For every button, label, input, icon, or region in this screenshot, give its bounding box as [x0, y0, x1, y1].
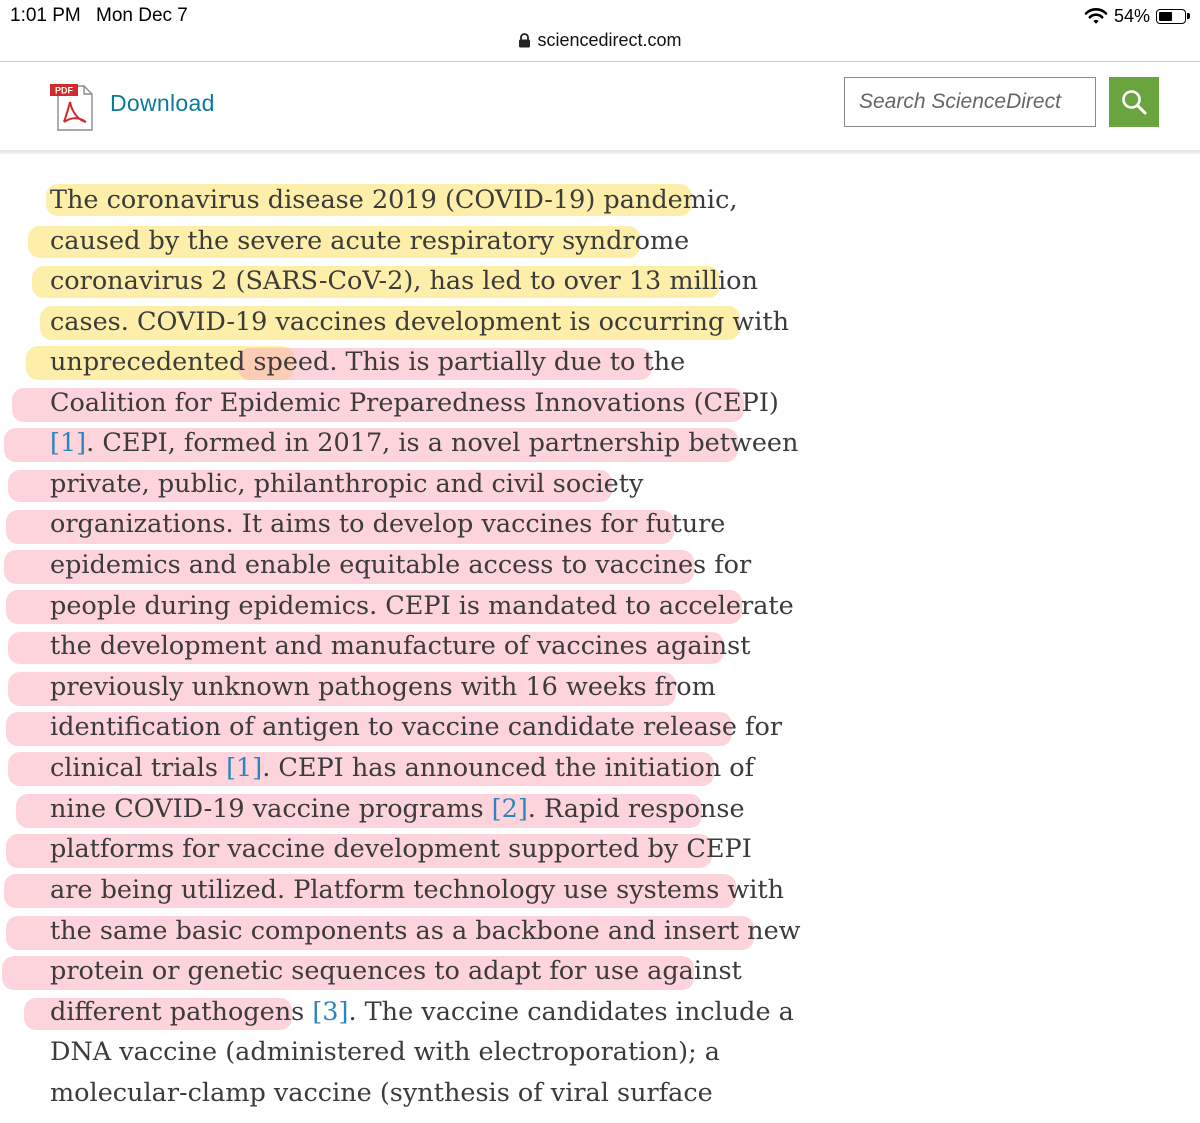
- lock-icon: [518, 33, 531, 48]
- paragraph-text: . The vaccine candidates include a: [348, 997, 794, 1027]
- status-indicators: [1084, 4, 1186, 28]
- search-button[interactable]: [1109, 77, 1159, 127]
- paragraph-line: Coalition for Epidemic Preparedness Innovations (CEPI): [50, 388, 779, 418]
- search-input[interactable]: [844, 77, 1096, 127]
- paragraph-line: [50, 792, 745, 826]
- paragraph-line: [50, 426, 798, 460]
- paragraph-line: people during epidemics. CEPI is mandated to accelerate: [50, 591, 794, 621]
- paragraph-text: different pathogens: [50, 997, 313, 1027]
- paragraph-line: molecular-clamp vaccine (synthesis of viral surface: [50, 1078, 713, 1108]
- paragraph-line: cases. COVID-19 vaccines development is occurring with: [50, 307, 790, 337]
- search-icon: [1120, 88, 1148, 116]
- article-body: [0, 154, 1200, 1123]
- paragraph-line: protein or genetic sequences to adapt for use against: [50, 956, 742, 986]
- paragraph-line: the development and manufacture of vaccines against: [50, 631, 751, 661]
- battery-icon: [1156, 9, 1186, 24]
- citation-link[interactable]: [2]: [491, 794, 528, 824]
- paragraph-line: private, public, philanthropic and civil society: [50, 469, 644, 499]
- paragraph-line: previously unknown pathogens with 16 weeks from: [50, 672, 716, 702]
- paragraph-text: clinical trials: [50, 753, 227, 783]
- citation-link[interactable]: [3]: [312, 997, 349, 1027]
- battery-percent: 54%: [1113, 5, 1150, 26]
- paragraph-line: are being utilized. Platform technology use systems with: [50, 875, 785, 905]
- paragraph-line: caused by the severe acute respiratory syndrome: [50, 226, 690, 256]
- status-bar: [0, 0, 1200, 62]
- paragraph-line: epidemics and enable equitable access to vaccines for: [50, 550, 752, 580]
- citation-link[interactable]: [1]: [226, 753, 263, 783]
- wifi-icon: [1084, 7, 1108, 25]
- paragraph-line: organizations. It aims to develop vaccines for future: [50, 509, 726, 539]
- svg-text:PDF: PDF: [55, 85, 73, 96]
- paragraph-line: the same basic components as a backbone and insert new: [50, 916, 801, 946]
- paragraph-line: DNA vaccine (administered with electroporation); a: [50, 1037, 721, 1067]
- citation-link[interactable]: [1]: [50, 428, 87, 458]
- paragraph-line: coronavirus 2 (SARS-CoV-2), has led to over 13 million: [50, 266, 758, 296]
- site-header: [0, 62, 1200, 152]
- status-time: 1:01 PM: [10, 5, 81, 26]
- paragraph-text: . Rapid response: [527, 794, 745, 824]
- paragraph-text: nine COVID-19 vaccine programs: [50, 794, 492, 824]
- paragraph-line: The coronavirus disease 2019 (COVID-19) pandemic,: [50, 185, 738, 215]
- pdf-icon[interactable]: [48, 82, 96, 132]
- address-bar[interactable]: [0, 30, 1200, 51]
- download-link[interactable]: Download: [110, 90, 215, 116]
- paragraph-text: . CEPI, formed in 2017, is a novel partnership between: [86, 428, 799, 458]
- paragraph-line: identification of antigen to vaccine candidate release for: [50, 712, 783, 742]
- paragraph-text: . CEPI has announced the initiation of: [262, 753, 755, 783]
- status-date: Mon Dec 7: [96, 5, 188, 26]
- paragraph-line: unprecedented speed. This is partially due to the: [50, 347, 686, 377]
- url-text[interactable]: sciencedirect.com: [537, 30, 682, 50]
- paragraph-line: [50, 751, 754, 785]
- paragraph-line: [50, 995, 794, 1029]
- paragraph-line: platforms for vaccine development supported by CEPI: [50, 834, 752, 864]
